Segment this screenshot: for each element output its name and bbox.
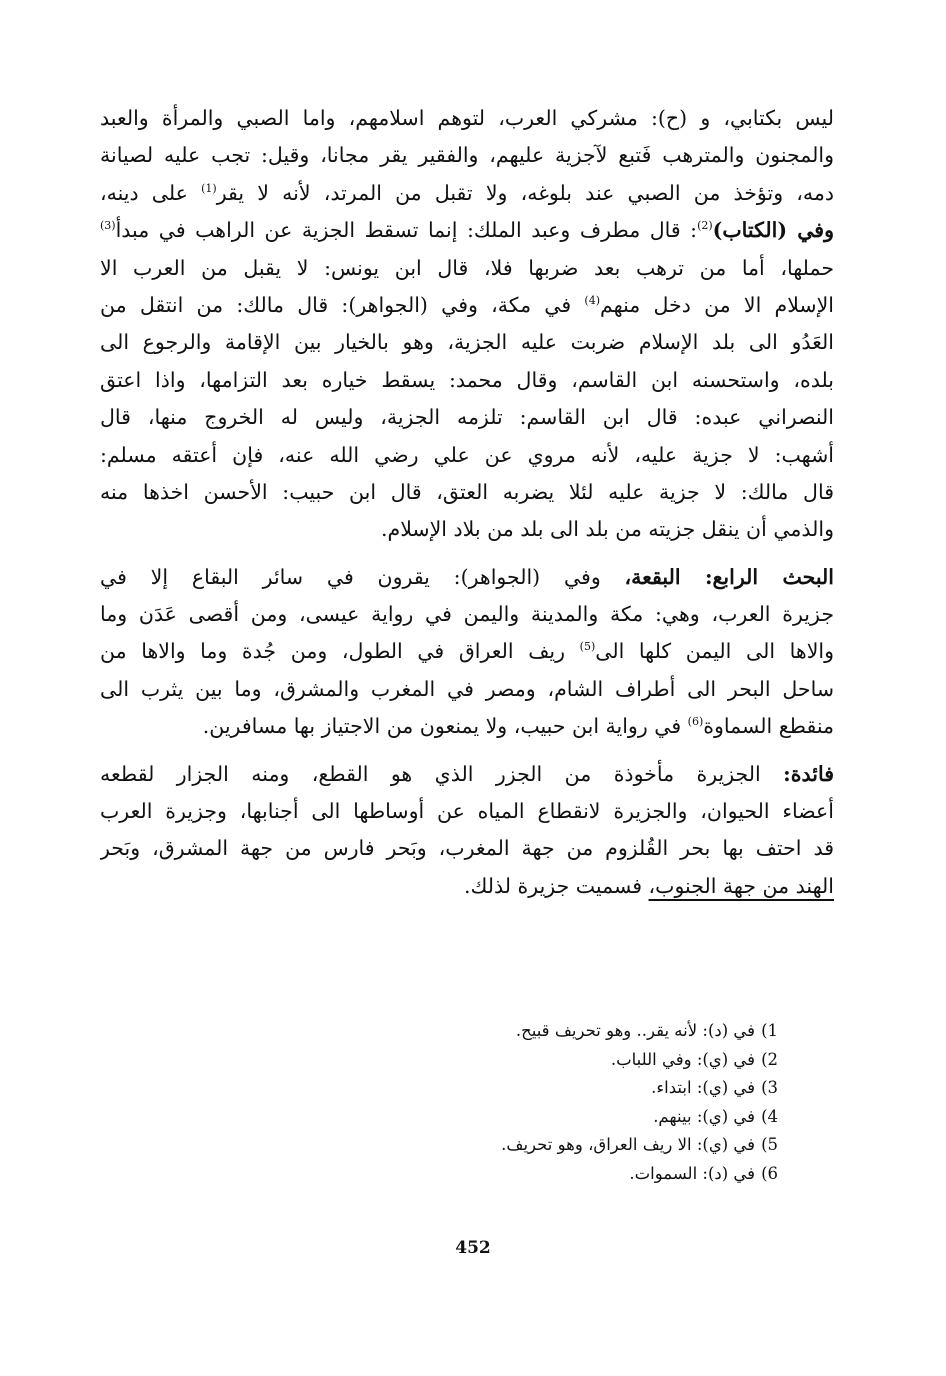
text-line: قال مالك: لا جزية عليه لئلا يضربه العتق، قال ابن حبيب: الأحسن اخذها منه bbox=[100, 479, 834, 504]
text-line: حملها، أما من ترهب بعد ضربها فلا، قال ابن يونس: لا يقبل من العرب الا bbox=[100, 255, 834, 280]
footnote-text: في (ي): وفي اللباب. bbox=[610, 1049, 756, 1069]
page-number: 452 bbox=[455, 1238, 491, 1258]
text-segment: فسميت جزيرة لذلك. bbox=[463, 873, 649, 898]
text-segment: على دينه، bbox=[100, 180, 202, 205]
footnote-number: 6) bbox=[761, 1163, 778, 1183]
footnote-number: 2) bbox=[761, 1049, 778, 1069]
text-segment: منقطع السماوة bbox=[703, 714, 834, 739]
text-line: أشهب: لا جزية عليه، لأنه مروي عن علي رضي الله عنه، فإن أعتقه مسلم: bbox=[100, 442, 834, 467]
section-heading: فائدة: bbox=[783, 761, 834, 786]
text-segment: الإسلام الا من دخل منهم bbox=[600, 292, 834, 317]
text-segment: في مكة، وفي (الجواهر): قال مالك: من انتقل من bbox=[100, 292, 585, 317]
footnote-number: 4) bbox=[761, 1106, 778, 1126]
text-line: العَدُو الى بلد الإسلام ضربت عليه الجزية، وهو بالخيار بين الإقامة والرجوع الى bbox=[100, 330, 834, 355]
footnote bbox=[358, 1131, 778, 1160]
footnote-ref: (4) bbox=[584, 294, 601, 308]
text-segment: : قال مطرف وعبد الملك: إنما تسقط الجزية عن الراهب في مبدأ bbox=[115, 218, 698, 243]
text-line: النصراني عبده: قال ابن القاسم: تلزمه الجزية، وليس له الخروج منها، قال bbox=[100, 405, 834, 430]
text-line: والذمي أن ينقل جزيته من بلد الى بلد من بلاد الإسلام. bbox=[380, 517, 834, 542]
footnote-text: في (ي): بينهم. bbox=[653, 1106, 756, 1126]
footnote-number: 5) bbox=[761, 1135, 778, 1155]
text-line bbox=[100, 559, 834, 596]
footnote-text: في (د): لأنه يقر.. وهو تحريف قبيح. bbox=[515, 1021, 756, 1040]
footnote-ref: (3) bbox=[100, 219, 116, 233]
section-heading: البحث الرابع: البقعة، bbox=[624, 564, 834, 589]
main-text bbox=[100, 100, 834, 905]
footnote-number: 1) bbox=[761, 1021, 778, 1040]
footnote bbox=[358, 1046, 778, 1075]
text-segment: ريف العراق في الطول، ومن جُدة وما والاها من bbox=[100, 639, 580, 664]
footnote bbox=[358, 1103, 778, 1132]
text-line bbox=[100, 868, 834, 905]
text-segment: في رواية ابن حبيب، ولا يمنعون من الاجتياز بها مسافرين. bbox=[202, 714, 688, 739]
text-line bbox=[100, 175, 834, 212]
footnote-text: في (د): السموات. bbox=[629, 1163, 756, 1183]
paragraph-gap bbox=[100, 746, 834, 756]
footnote-text: في (ي): ابتداء. bbox=[651, 1078, 756, 1098]
text-line bbox=[100, 756, 834, 793]
text-line bbox=[100, 708, 834, 745]
text-line: أعضاء الحيوان، والجزيرة لانقطاع المياه عن أوساطها الى أجنابها، وجزيرة العرب bbox=[100, 799, 834, 824]
footnote-number: 3) bbox=[761, 1078, 778, 1098]
text-line: جزيرة العرب، وهي: مكة والمدينة واليمن في رواية عيسى، ومن أقصى عَدَن وما bbox=[100, 602, 834, 627]
text-line: قد احتف بها بحر القُلزوم من جهة المغرب، وبَحر فارس من جهة المشرق، وبَحر bbox=[100, 836, 834, 861]
footnote bbox=[358, 1160, 778, 1189]
footnote-text: في (ي): الا ريف العراق، وهو تحريف. bbox=[501, 1135, 756, 1155]
text-line: بلده، واستحسنه ابن القاسم، وقال محمد: يسقط خياره بعد التزامها، واذا اعتق bbox=[100, 367, 834, 392]
footnote-ref: (6) bbox=[687, 715, 704, 729]
text-segment: وفي (الجواهر): يقرون في سائر البقاع إلا في bbox=[100, 564, 625, 589]
footnote-ref: (5) bbox=[579, 640, 596, 654]
paragraph-gap bbox=[100, 549, 834, 559]
text-line bbox=[100, 212, 834, 249]
footnote-ref: (1) bbox=[201, 181, 217, 195]
footnote bbox=[358, 1017, 778, 1046]
footnote bbox=[358, 1074, 778, 1103]
text-segment: دمه، وتؤخذ من الصبي عند بلوغه، ولا تقبل من المرتد، لأنه لا يقر bbox=[216, 180, 834, 205]
footnote-ref: (2) bbox=[697, 219, 713, 233]
text-segment: وفي (الكتاب) bbox=[712, 218, 834, 243]
text-line: والمجنون والمترهب فَتبع لآجزية عليهم، والفقير يقر مجانا، وقيل: تجب عليه لصيانة bbox=[100, 143, 834, 168]
text-line: ساحل البحر الى أطراف الشام، ومصر في المغرب والمشرق، وما بين يثرب الى bbox=[100, 676, 834, 701]
text-line bbox=[100, 287, 834, 324]
text-segment: الجزيرة مأخوذة من الجزر الذي هو القطع، ومنه الجزار لقطعه bbox=[100, 761, 784, 786]
text-line: ليس بكتابي، و (ح): مشركي العرب، لتوهم اسلامهم، واما الصبي والمرأة والعبد bbox=[100, 106, 834, 130]
footnotes bbox=[358, 1017, 778, 1189]
text-segment: والاها الى اليمن كلها الى bbox=[595, 639, 834, 664]
text-line bbox=[100, 633, 834, 670]
underlined-text: الهند من جهة الجنوب، bbox=[648, 873, 834, 898]
